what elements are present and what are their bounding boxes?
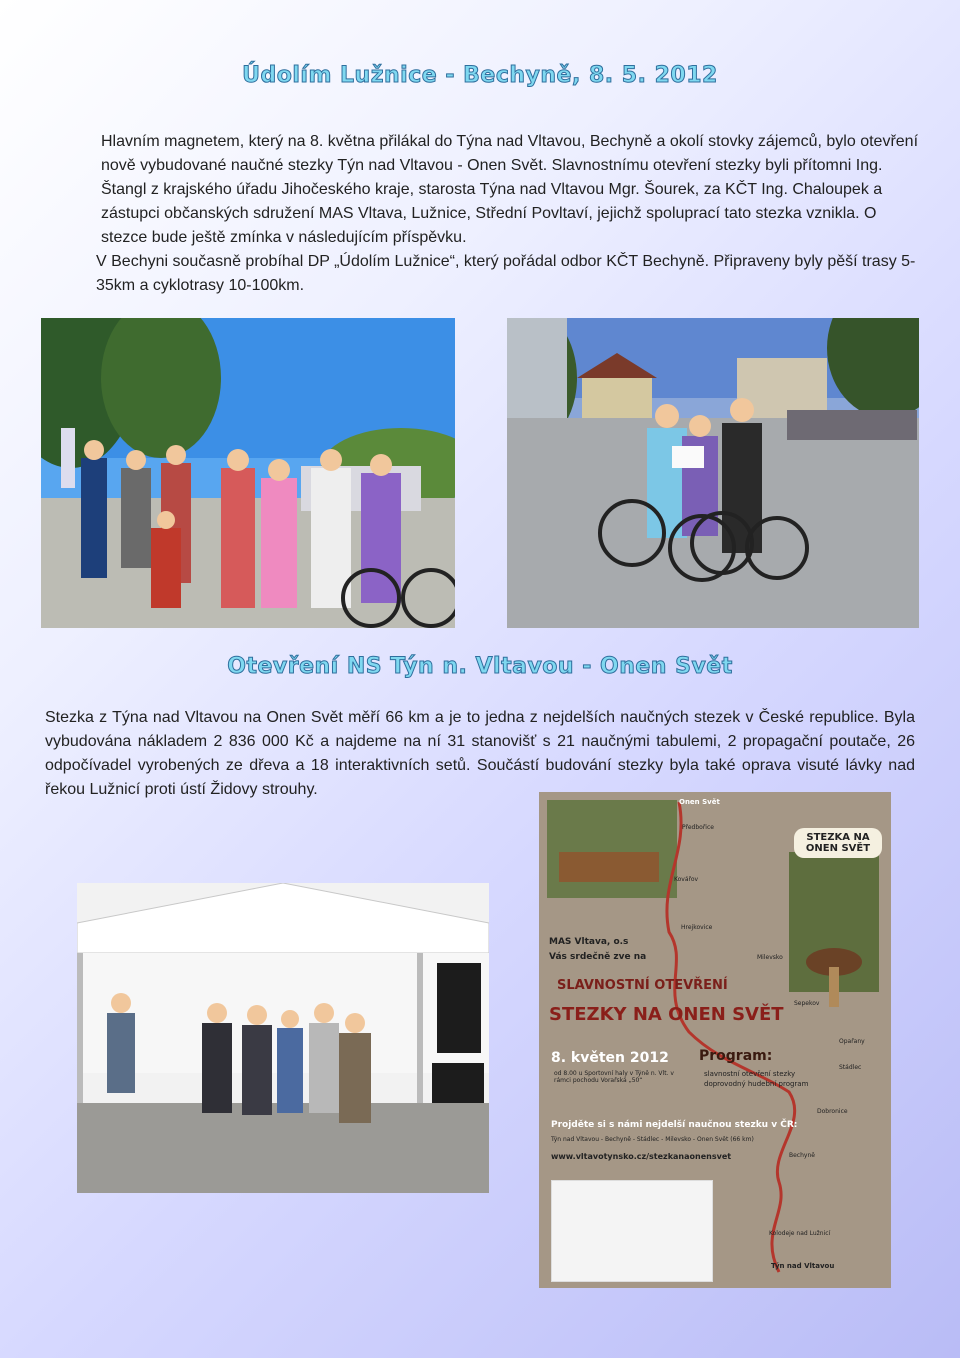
poster-date: 8. květen 2012 (551, 1050, 669, 1066)
poster-badge: STEZKA NA ONEN SVĚT (794, 828, 882, 858)
poster-cta: Projděte si s námi nejdelší naučnou stezku v ČR: (551, 1120, 798, 1130)
photo-opening-ceremony (77, 883, 489, 1193)
map-label: Bechyně (789, 1152, 815, 1159)
poster-time-note: od 8.00 u Sportovní haly v Týně n. Vlt. v rámci pochodu Vorařská „50“ (554, 1070, 674, 1084)
map-label: Onen Svět (679, 798, 720, 806)
poster-invite: Vás srdečně zve na (549, 952, 647, 962)
map-label: Hrejkovice (681, 924, 713, 931)
map-label: Opařany (839, 1038, 865, 1045)
poster-headline-1: SLAVNOSTNÍ OTEVŘENÍ (557, 978, 728, 993)
map-label: Týn nad Vltavou (771, 1262, 835, 1270)
map-label: Kovářov (674, 876, 699, 883)
poster-web: www.vltavotynsko.cz/stezkanaonensvet (551, 1152, 732, 1161)
intro-paragraph-1: Hlavním magnetem, který na 8. května přilákal do Týna nad Vltavou, Bechyně a okolí stovky zájemců, bylo otevření nově vybudované naučné stezky Týn nad Vltavou - Onen Svět. Slavnostnímu otevření stezky byli přítomni Ing. Štangl z krajského úřadu Jihočeského kraje, starosta Týna nad Vltavou Mgr. Šourek, za KČT Ing. Chaloupek a zástupci občanských sdružení MAS Vltava, Lužnice, Střední Povltaví, jejichž spoluprací tato stezka vznikla. O stezce bude ještě zmínka v následujícím příspěvku. (101, 133, 919, 246)
sponsor-logos (551, 1180, 713, 1282)
poster-program-label: Program: (699, 1048, 773, 1064)
map-label: Dobronice (817, 1108, 848, 1115)
photo-cyclists-map (507, 318, 919, 628)
intro-text (41, 130, 921, 298)
poster-trail-opening (539, 792, 891, 1288)
map-label: Stádlec (839, 1064, 862, 1071)
poster-route: Týn nad Vltavou - Bechyně - Stádlec - Milevsko - Onen Svět (66 km) (551, 1136, 754, 1143)
poster-headline-2: STEZKY NA ONEN SVĚT (549, 1004, 784, 1025)
poster-program-item: slavnostní otevření stezky (704, 1070, 796, 1078)
poster-org: MAS Vltava, o.s (549, 937, 629, 947)
map-label: Sepekov (794, 1000, 820, 1007)
page-title: Údolím Lužnice - Bechyně, 8. 5. 2012 (242, 63, 718, 88)
map-label: Kolodeje nad Lužnicí (769, 1230, 831, 1237)
intro-paragraph-2: V Bechyni současně probíhal DP „Údolím Lužnice“, který pořádal odbor KČT Bechyně. Připraveny byly pěší trasy 5-35km a cyklotrasy 10-100km. (96, 253, 916, 294)
section-title: Otevření NS Týn n. Vltavou - Onen Svět (227, 654, 733, 679)
map-label: Předbořice (682, 824, 714, 831)
map-label: Milevsko (757, 954, 783, 961)
photo-hikers-crowd (41, 318, 455, 628)
poster-program-item: doprovodný hudební program (704, 1080, 809, 1088)
trail-description: Stezka z Týna nad Vltavou na Onen Svět měří 66 km a je to jedna z nejdelších naučných stezek v České republice. Byla vybudována nákladem 2 836 000 Kč a najdeme na ní 31 stanovišť s 21 naučnými tabulemi, 2 propagační poutače, 26 odpočívadel vyrobených ze dřeva a 18 interaktivních setů. Součástí budování stezky byla také oprava visuté lávky nad řekou Lužnicí proti ústí Židovy strouhy. (45, 709, 915, 798)
